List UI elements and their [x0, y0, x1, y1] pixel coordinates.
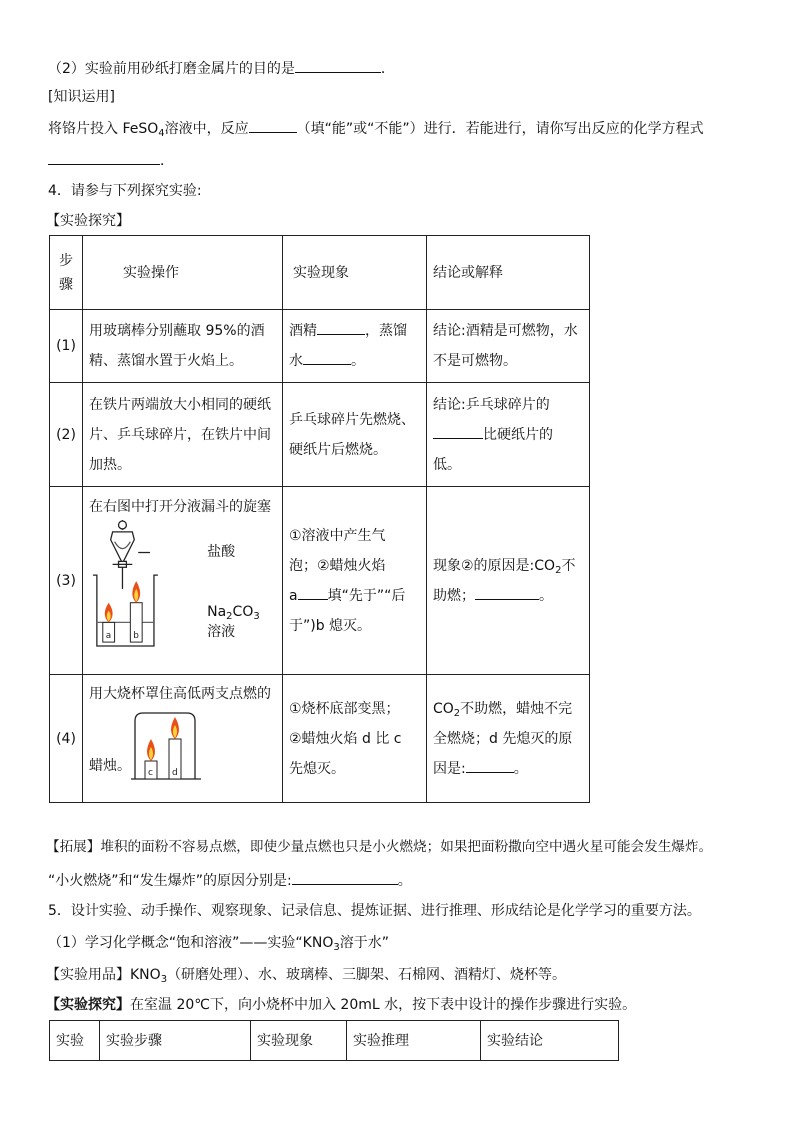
row2-co-line2 — [433, 420, 583, 450]
row1-conclusion — [427, 310, 590, 383]
answer-blank[interactable] — [433, 424, 483, 439]
row1-operation — [83, 310, 283, 383]
row4-co-line3 — [433, 754, 583, 784]
answer-blank[interactable] — [48, 150, 160, 165]
q5-supplies-sub: 3 — [160, 974, 168, 985]
q5-table — [49, 1020, 619, 1061]
row2-ph-l1: 乒乓球碎片先燃烧、 — [289, 411, 415, 428]
table-row — [50, 310, 590, 383]
row4-co-l2: 全燃烧；d 先熄灭的原 — [433, 730, 573, 747]
knowledge-text-a: 将铬片投入 FeSO — [48, 121, 159, 137]
row2-co-l1: 结论:乒乓球碎片的 — [433, 396, 550, 413]
q5-item1 — [48, 934, 389, 954]
label-c: c — [148, 768, 153, 778]
row3-ph-line3 — [289, 581, 420, 611]
solution-label: 溶液 — [207, 624, 236, 640]
row4-co-b: 不助燃，蜡烛不完 — [460, 700, 573, 717]
row4-operation — [83, 675, 283, 803]
row3-co-c: 助燃； — [433, 587, 475, 604]
answer-blank[interactable] — [317, 320, 365, 335]
row3-co-a: 现象②的原因是:CO — [433, 557, 556, 574]
answer-blank[interactable] — [298, 585, 328, 600]
answer-blank[interactable] — [249, 118, 297, 133]
knowledge-end: ． — [160, 153, 174, 169]
header-operation: 实验操作 — [83, 236, 283, 310]
row2-op-l2: 片、乒乓球碎片，在铁片中间 — [89, 426, 271, 443]
row2-op-l1: 在铁片两端放大小相同的硬纸 — [89, 396, 271, 413]
header-conclusion: 结论或解释 — [427, 236, 590, 310]
q5-supplies-a: 【实验用品】KNO — [46, 967, 161, 983]
acid-label: 盐酸 — [207, 544, 236, 560]
answer-blank[interactable] — [295, 58, 381, 73]
q5-table-header-row — [50, 1021, 619, 1061]
knowledge-sub: 4 — [158, 128, 165, 139]
knowledge-text-c: （填“能”或“不能”）进行．若能进行，请你写出反应的化学方程式 — [296, 121, 704, 137]
row3-co-line2 — [433, 581, 583, 611]
row4-co-sub: 2 — [453, 707, 461, 719]
q5-header-steps: 实验步骤 — [100, 1021, 251, 1061]
row1-ph-b: ，蒸馏 — [365, 323, 407, 339]
row2-step: (2) — [50, 383, 83, 487]
funnel-beaker-diagram — [89, 519, 207, 651]
row4-figure — [89, 709, 276, 781]
row1-op-l2: 精、蒸馏水置于火焰上。 — [89, 353, 243, 369]
row4-ph-l1: ①烧杯底部变黑； — [289, 700, 400, 717]
na2co3-part-a: Na — [207, 604, 227, 620]
row2-conclusion — [427, 383, 590, 487]
header-phenomenon: 实验现象 — [283, 236, 427, 310]
q5-item1-sub: 3 — [333, 942, 340, 953]
row4-ph-l3: 先熄灭。 — [289, 760, 345, 777]
row4-op-l1: 用大烧杯罩住高低两支点燃的 — [89, 686, 271, 702]
row1-op-l1: 用玻璃棒分别蘸取 95%的酒 — [89, 323, 265, 339]
row3-phenomenon — [283, 487, 427, 675]
answer-blank[interactable] — [466, 758, 514, 773]
answer-blank[interactable] — [475, 585, 539, 600]
q5-title: 5．设计实验、动手操作、观察现象、记录信息、提炼证据、进行推理、形成结论是化学学习的重要方法。 — [48, 903, 701, 919]
row4-op-l2: 蜡烛。 — [89, 758, 131, 774]
q5-explore-b: 在室温 20℃下，向小烧杯中加入 20mL 水，按下表中设计的操作步骤进行实验。 — [130, 997, 637, 1013]
diagram-labels — [207, 519, 276, 651]
knowledge-text-line — [48, 118, 704, 140]
q5-header-conclusion: 实验结论 — [481, 1021, 619, 1061]
row3-step: (3) — [50, 487, 83, 675]
row4-ph-l2: ②蜡烛火焰 d 比 c — [289, 730, 402, 747]
extension-line-2 — [48, 870, 412, 892]
experiment-table — [49, 235, 590, 803]
knowledge-text-b: 溶液中，反应 — [164, 121, 249, 137]
q3-item2-line — [48, 58, 395, 80]
row1-ph-line1 — [289, 316, 420, 346]
row2-ph-l2: 硬纸片后燃烧。 — [289, 441, 387, 458]
row2-op-l3: 加热。 — [89, 456, 131, 473]
q5-explore — [46, 996, 636, 1016]
header-step: 步骤 — [50, 236, 83, 310]
q4-section: 【实验探究】 — [46, 213, 130, 229]
row3-co-line1 — [433, 551, 583, 581]
label-b: b — [133, 631, 139, 642]
row2-operation — [83, 383, 283, 487]
row4-co-line1 — [433, 694, 583, 724]
table-header-row — [50, 236, 590, 310]
knowledge-header: [知识运用] — [48, 89, 115, 105]
row3-ph-l2: 泡；②蜡烛火焰 — [289, 557, 386, 574]
large-beaker-icon — [131, 713, 201, 779]
row3-operation — [83, 487, 283, 675]
row2-co-l2: 比硬纸片的 — [483, 426, 553, 443]
row4-conclusion — [427, 675, 590, 803]
q5-header-phenomenon: 实验现象 — [251, 1021, 347, 1061]
row3-co-d: 。 — [539, 587, 553, 604]
row3-ph-l1: ①溶液中产生气 — [289, 527, 386, 544]
row3-ph-l3b: 填“先于”“后 — [327, 587, 406, 604]
row1-ph-a: 酒精 — [289, 323, 317, 339]
extension-b: “小火燃烧”和“发生爆炸”的原因分别是: — [48, 873, 292, 889]
row3-ph-l3a: a — [289, 587, 298, 604]
q4-title: 4．请参与下列探究实验: — [48, 183, 202, 199]
answer-blank[interactable] — [303, 350, 351, 365]
q5-item1-b: 溶于水” — [339, 935, 389, 951]
q3-item2-prefix: （2）实验前用砂纸打磨金属片的目的是 — [48, 61, 295, 77]
label-d: d — [172, 768, 178, 778]
table-row — [50, 487, 590, 675]
row3-op-l1: 在右图中打开分液漏斗的旋塞 — [89, 499, 271, 515]
row3-conclusion — [427, 487, 590, 675]
row4-step: (4) — [50, 675, 83, 803]
q3-item2-suffix: ． — [380, 61, 395, 77]
row1-co-l2: 不是可燃物。 — [433, 353, 517, 369]
knowledge-end-line — [48, 150, 174, 172]
row4-phenomenon — [283, 675, 427, 803]
row2-phenomenon — [283, 383, 427, 487]
label-a: a — [105, 631, 112, 642]
q5-item1-a: （1）学习化学概念“饱和溶液”——实验“KNO — [48, 935, 334, 951]
row3-co-b: 不 — [561, 557, 576, 574]
q5-header-experiment: 实验 — [50, 1021, 100, 1061]
na2co3-part-d: 3 — [253, 611, 260, 622]
row3-ph-l4: 于”)b 熄灭。 — [289, 617, 372, 634]
extension-end: 。 — [397, 873, 412, 889]
na2co3-part-b: 2 — [226, 611, 233, 622]
answer-blank[interactable] — [292, 870, 398, 885]
separatory-funnel-icon — [111, 520, 150, 589]
row4-co-l3a: 因是: — [433, 760, 466, 777]
table-row — [50, 675, 590, 803]
row1-ph-line2 — [289, 346, 420, 376]
row1-co-l1: 结论:酒精是可燃物，水 — [433, 323, 578, 339]
na2co3-part-c: CO — [232, 604, 254, 620]
q5-supplies — [46, 966, 566, 986]
table-row — [50, 383, 590, 487]
q5-header-reasoning: 实验推理 — [347, 1021, 481, 1061]
row3-co-sub: 2 — [555, 564, 562, 576]
row1-ph-d: 。 — [351, 353, 365, 369]
extension-line-1: 【拓展】堆积的面粉不容易点燃，即使少量点燃也只是小火燃烧；如果把面粉撒向空中遇火星可能会发生爆炸。 — [46, 839, 713, 855]
row1-phenomenon — [283, 310, 427, 383]
row1-ph-c: 水 — [289, 353, 303, 369]
row4-co-l3b: 。 — [513, 760, 528, 777]
row4-co-a: CO — [433, 700, 454, 717]
q5-explore-a: 【实验探究】 — [46, 997, 130, 1013]
row3-figure — [89, 519, 276, 651]
row2-co-l3: 低。 — [433, 456, 461, 473]
covered-candles-diagram — [129, 709, 209, 781]
row1-step: (1) — [50, 310, 83, 383]
na2co3-label — [207, 603, 260, 621]
q5-supplies-b: （研磨处理）、水、玻璃棒、三脚架、石棉网、酒精灯、烧杯等。 — [167, 967, 567, 983]
